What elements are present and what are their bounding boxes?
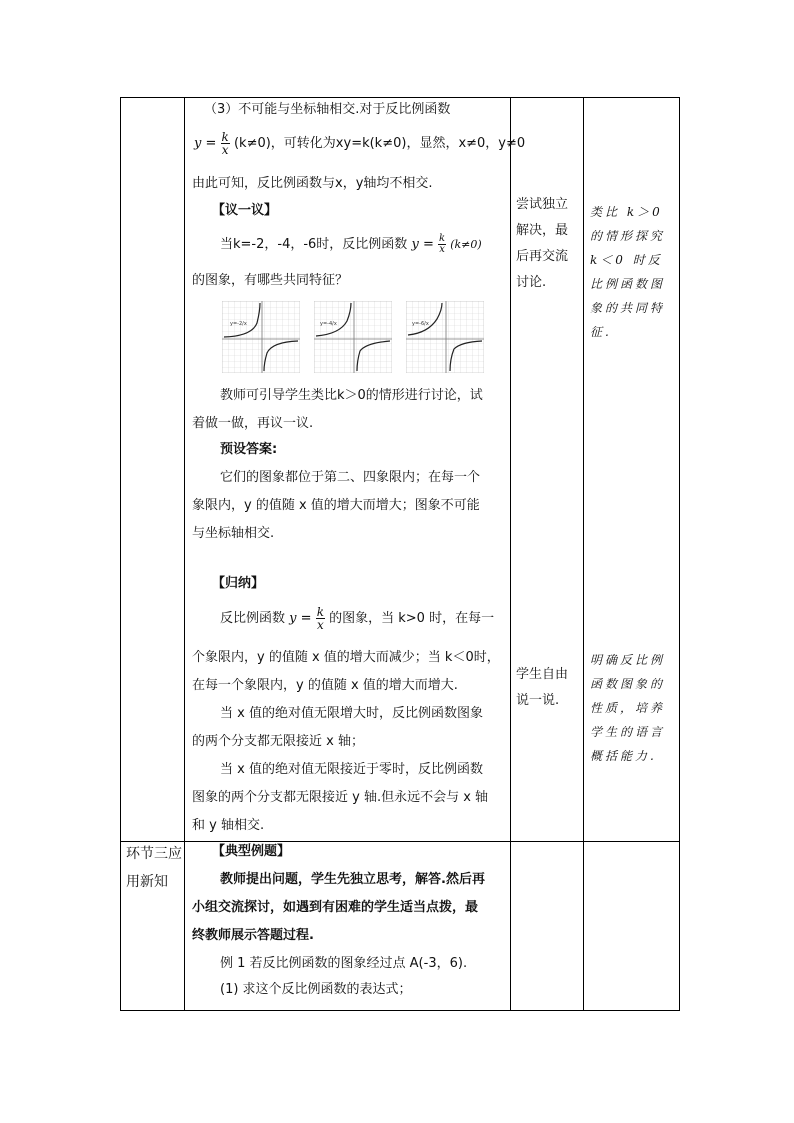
discuss-heading: 【议一议】 [212,203,278,218]
answer-line3: 与坐标轴相交. [192,526,275,541]
summary-line4: 当 x 值的绝对值无限增大时，反比例函数图象 [220,706,483,721]
guide-line2: 着做一做，再议一议. [192,416,314,431]
design-intent-b: 明确反比例函数图象的性质，培养学生的语言概括能力. [590,653,666,763]
example-line1: 教师提出问题，学生先独立思考，解答.然后再 [220,872,485,887]
table-col-divider-1 [184,97,185,1011]
summary-line3: 在每一个象限内，y 的值随 x 值的增大而增大. [192,678,458,693]
summary-line2: 个象限内，y 的值随 x 值的增大而减少；当 k＜0时， [192,650,500,665]
summary-text-a: 反比例函数 [220,611,286,626]
summary-func-numerator: k [316,605,324,619]
discuss-func-denominator: x [439,244,445,255]
graph1-label: y=-2/x [230,321,247,327]
func-numerator: k [221,130,229,144]
property-3-line1: （3）不可能与坐标轴相交.对于反比例函数 [204,102,451,117]
table-right-border [679,97,680,1011]
example-line2: 小组交流探讨，如遇到有困难的学生适当点拨，最 [192,900,479,915]
summary-line7: 图象的两个分支都无限接近 y 轴.但永远不会与 x 轴 [192,790,489,805]
discuss-func-numerator: k [439,233,446,244]
summary-heading: 【归纳】 [212,576,265,591]
guide-line1: 教师可引导学生类比k＞0的情形进行讨论，试 [220,388,483,403]
summary-func-fraction [316,606,325,631]
answer-line2: 象限内，y 的值随 x 值的增大而增大；图象不可能 [192,498,480,513]
graph3-label: y=-6/x [412,321,429,327]
student-activity-b: 学生自由说一说. [516,667,569,708]
table-row-divider [120,841,680,842]
table-left-border [120,97,121,1011]
example-line3: 终教师展示答题过程. [192,928,314,943]
example-line4: 例 1 若反比例函数的图象经过点 A(-3，6). [220,956,468,971]
design-intent-a: 类比 k＞0 的情形探究 k＜0 时反比例函数图象的共同特征. [590,205,666,339]
hyperbola-graph-k-2 [222,301,300,373]
property-3-formula-line [194,128,525,160]
answer-line1: 它们的图象都位于第二、四象限内；在每一个 [220,470,481,485]
summary-func-y: y [289,611,297,626]
func-fraction [221,131,230,156]
discuss-line1 [220,230,482,260]
summary-func-eq: = [300,611,312,626]
func-condition: (k≠0)，可转化为xy=k(k≠0)，显然，x≠0，y≠0 [233,136,526,151]
example-line5: (1) 求这个反比例函数的表达式； [220,982,412,997]
discuss-text: 当k=-2，-4，-6时，反比例函数 [220,237,408,252]
summary-line1 [220,602,494,636]
graph2-label: y=-4/x [320,321,337,327]
example-heading: 【典型例题】 [212,844,291,859]
table-col-divider-2 [510,97,511,1011]
property-3-line3: 由此可知，反比例函数与x，y轴均不相交. [192,176,433,191]
discuss-func-fraction [438,234,446,255]
discuss-line2: 的图象，有哪些共同特征？ [192,273,349,288]
student-activity-a: 尝试独立解决，最后再交流讨论. [516,197,569,290]
discuss-func-y: y [411,237,419,252]
summary-func-denominator: x [316,618,324,632]
func-y: y [194,136,202,151]
summary-text-b: 的图象，当 k>0 时，在每一 [329,611,495,626]
func-denominator: x [221,143,229,157]
summary-line8: 和 y 轴相交. [192,818,265,833]
discuss-func-condition: (k≠0) [450,238,482,251]
table-top-border [120,97,680,98]
section-label: 环节三应用新知 [126,846,182,890]
answer-heading: 预设答案: [220,442,278,457]
discuss-func-eq: = [422,237,434,252]
table-bottom-border [120,1010,680,1011]
table-col-divider-3 [583,97,584,1011]
hyperbola-graph-k-4 [314,301,392,373]
summary-line6: 当 x 值的绝对值无限接近于零时，反比例函数 [220,762,483,777]
summary-line5: 的两个分支都无限接近 x 轴； [192,734,364,749]
hyperbola-graph-k-6 [406,301,484,373]
func-eq: = [205,136,217,151]
